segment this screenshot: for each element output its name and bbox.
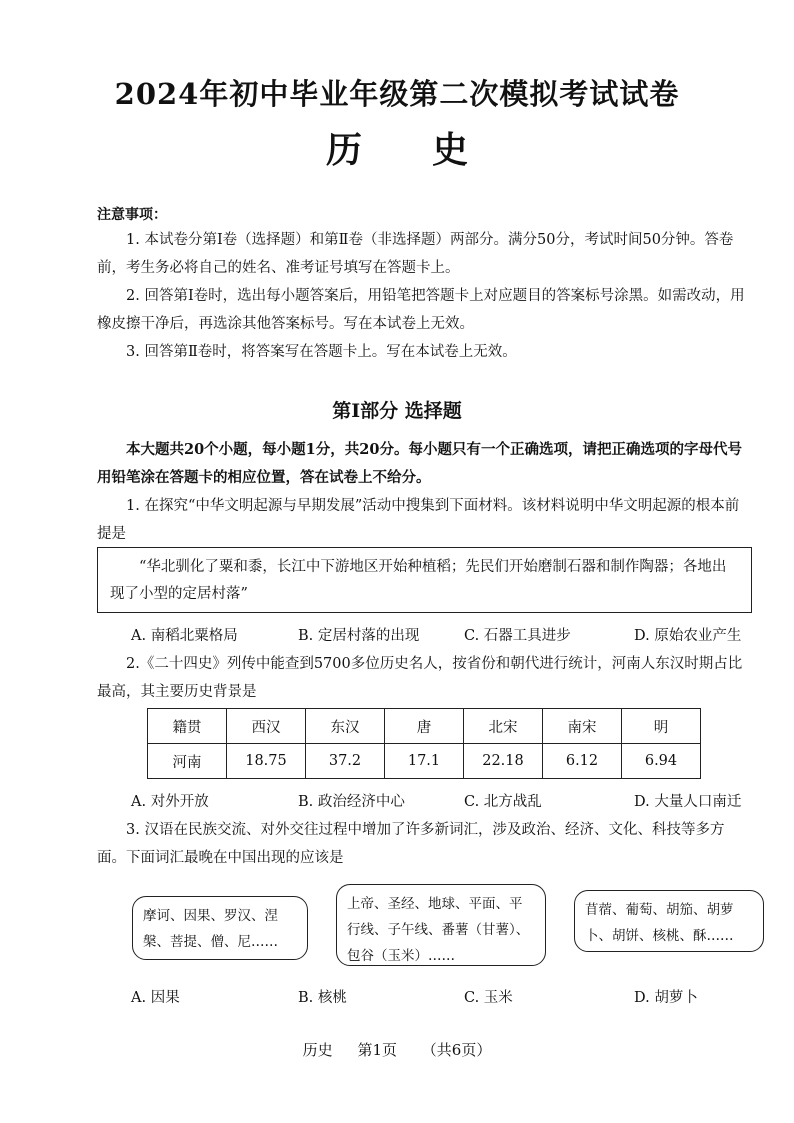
option-a: A. 因果	[131, 990, 180, 1006]
notice-heading: 注意事项：	[97, 207, 167, 223]
question-3-stem: 3. 汉语在民族交流、对外交往过程中增加了许多新词汇，涉及政治、经济、文化、科技等多方面。下面词汇最晚在中国出现的应该是	[97, 822, 725, 866]
question-2-table	[147, 708, 701, 779]
option-d: D. 大量人口南迁	[634, 794, 742, 810]
table-header-cell: 东汉	[306, 709, 385, 744]
option-c: C. 北方战乱	[464, 794, 542, 810]
option-b: B. 政治经济中心	[298, 794, 405, 810]
table-cell: 6.12	[543, 744, 622, 779]
question-2-stem: 2.《二十四史》列传中能查到5700多位历史名人，按省份和朝代进行统计，河南人东汉时期占比最高，其主要历史背景是	[97, 656, 743, 700]
table-header-cell: 南宋	[543, 709, 622, 744]
table-cell: 18.75	[227, 744, 306, 779]
question-1-material: “华北驯化了粟和黍，长江中下游地区开始种植稻；先民们开始磨制石器和制作陶器；各地出现了小型的定居村落”	[97, 547, 752, 613]
subject-title: 历史	[325, 129, 538, 171]
notice-item-1: 1. 本试卷分第Ⅰ卷（选择题）和第Ⅱ卷（非选择题）两部分。满分50分，考试时间50分钟。答卷前，考生务必将自己的姓名、准考证号填写在答题卡上。	[97, 232, 734, 276]
footer-page-number: 第1页	[357, 1041, 397, 1059]
option-b: B. 核桃	[298, 990, 347, 1006]
option-a: A. 南稻北粟格局	[131, 628, 238, 644]
table-cell: 22.18	[464, 744, 543, 779]
question-1-options	[131, 624, 756, 645]
table-header-cell: 北宋	[464, 709, 543, 744]
question-2-options	[131, 790, 756, 811]
page-footer	[0, 1039, 794, 1060]
option-c: C. 石器工具进步	[464, 628, 571, 644]
table-header-cell: 西汉	[227, 709, 306, 744]
option-d: D. 原始农业产生	[634, 628, 742, 644]
footer-total-pages: （共6页）	[421, 1041, 492, 1059]
table-header-cell: 唐	[385, 709, 464, 744]
table-header-cell: 明	[622, 709, 701, 744]
table-cell: 6.94	[622, 744, 701, 779]
option-c: C. 玉米	[464, 990, 513, 1006]
table-cell: 17.1	[385, 744, 464, 779]
section-heading: 第Ⅰ部分 选择题	[332, 400, 462, 422]
section-intro: 本大题共20个小题，每小题1分，共20分。每小题只有一个正确选项，请把正确选项的字母代号用铅笔涂在答题卡的相应位置，答在试卷上不给分。	[97, 441, 742, 486]
option-a: A. 对外开放	[131, 794, 209, 810]
notice-item-3: 3. 回答第Ⅱ卷时，将答案写在答题卡上。写在本试卷上无效。	[126, 344, 517, 360]
table-cell: 37.2	[306, 744, 385, 779]
footer-subject: 历史	[302, 1041, 333, 1059]
option-b: B. 定居村落的出现	[298, 628, 420, 644]
notice-item-2: 2. 回答第Ⅰ卷时，选出每小题答案后，用铅笔把答题卡上对应题目的答案标号涂黑。如需改动，用橡皮擦干净后，再选涂其他答案标号。写在本试卷上无效。	[97, 288, 745, 332]
question-3-options	[131, 986, 756, 1007]
table-cell: 河南	[148, 744, 227, 779]
vocab-bubble-2: 上帝、圣经、地球、平面、平行线、子午线、番薯（甘薯）、包谷（玉米）……	[336, 884, 546, 966]
question-1-stem: 1. 在探究“中华文明起源与早期发展”活动中搜集到下面材料。该材料说明中华文明起源的根本前提是	[97, 498, 740, 542]
vocab-bubble-1: 摩诃、因果、罗汉、涅槃、菩提、僧、尼……	[132, 896, 308, 960]
table-header-cell: 籍贯	[148, 709, 227, 744]
table-row	[148, 744, 701, 779]
exam-title: 2024年初中毕业年级第二次模拟考试试卷	[114, 77, 680, 111]
table-header-row	[148, 709, 701, 744]
vocab-bubble-3: 苜蓿、葡萄、胡笳、胡萝卜、胡饼、核桃、酥……	[574, 890, 764, 952]
option-d: D. 胡萝卜	[634, 990, 698, 1006]
